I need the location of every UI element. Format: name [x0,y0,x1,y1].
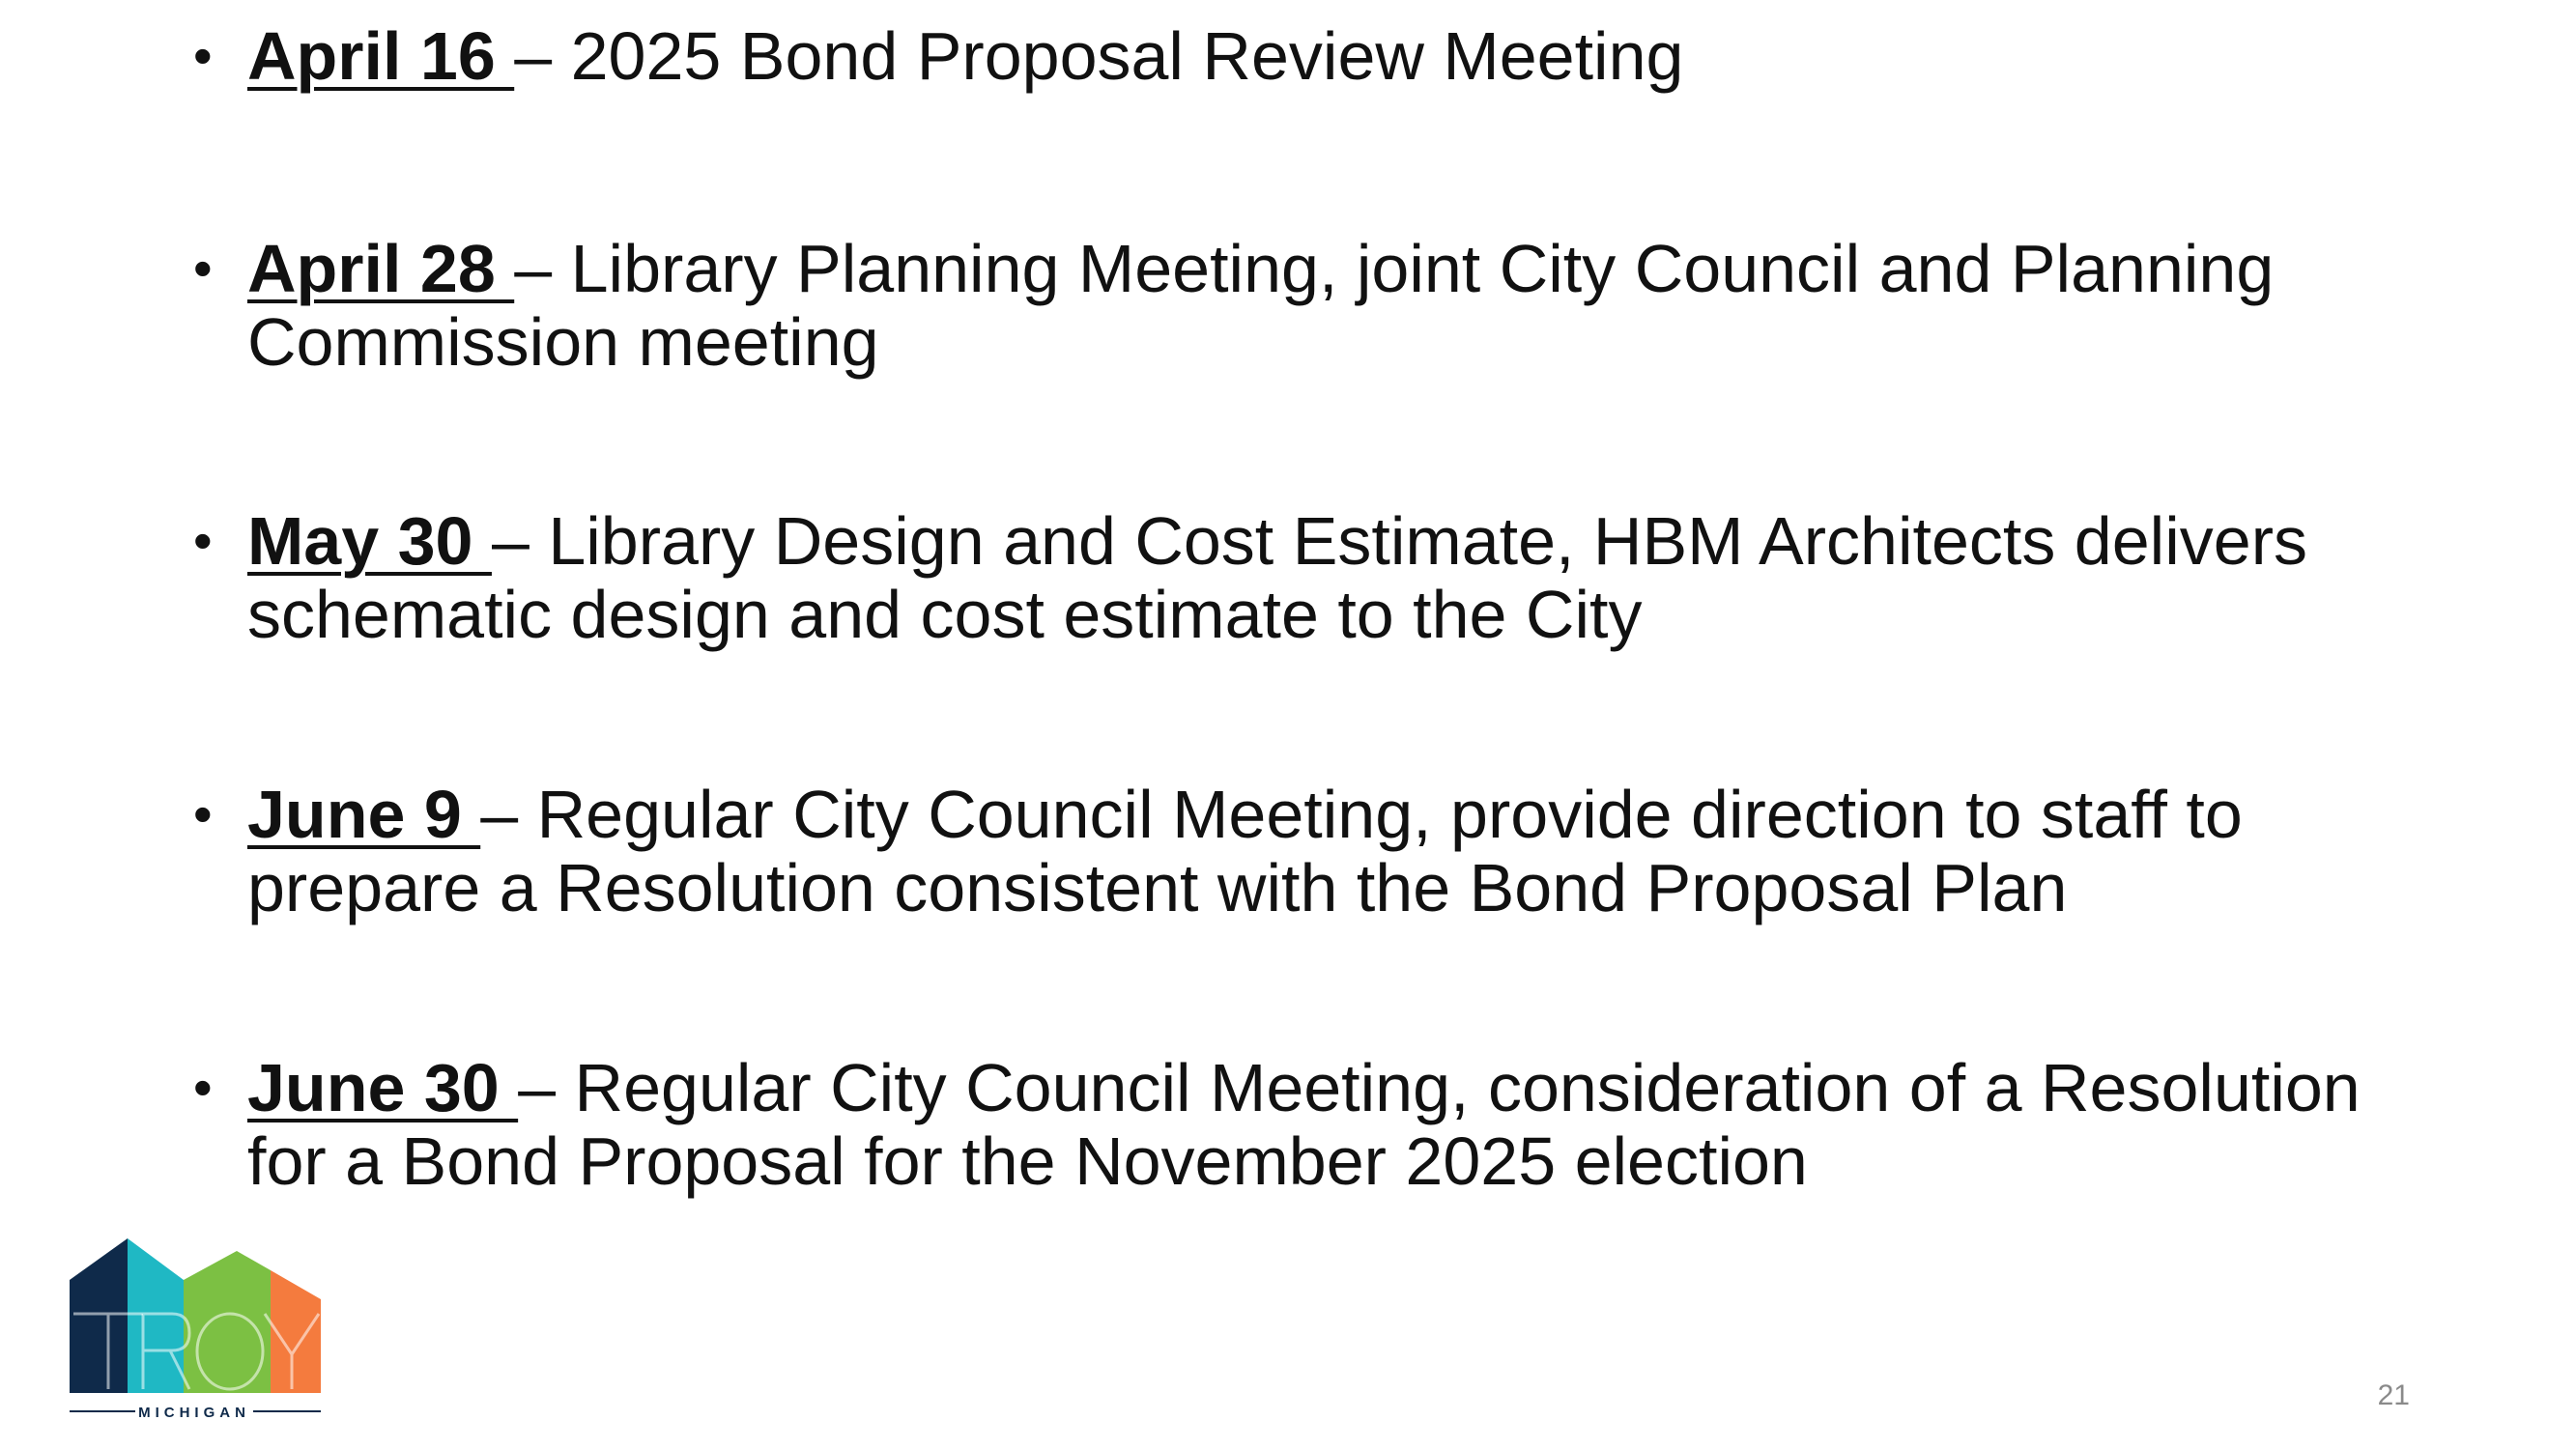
item-description: 2025 Bond Proposal Review Meeting [570,18,1684,94]
bullet-point: • [193,783,213,844]
item-description: Library Design and Cost Estimate, HBM Architects delivers schematic design and cost estimate to the City [247,503,2308,652]
item-date: April 16 [247,18,515,94]
timeline-item [193,1051,2416,1198]
logo-subtitle: MICHIGAN [138,1405,250,1420]
timeline-item [193,232,2416,379]
troy-logo [68,1236,329,1420]
bullet-point: • [193,238,213,298]
page-number: 21 [2377,1379,2410,1411]
item-date: April 28 [247,231,515,306]
timeline-item [193,778,2416,924]
logo-house-teal [128,1238,184,1393]
item-separator: – [491,503,549,579]
item-separator: – [480,777,537,852]
timeline-item [193,504,2416,651]
item-date: May 30 [247,503,492,579]
item-separator: – [514,18,571,94]
item-date: June 9 [247,777,481,852]
bullet-point: • [193,25,213,86]
item-description: Library Planning Meeting, joint City Council and Planning Commission meeting [247,231,2275,380]
item-separator: – [518,1050,575,1125]
item-description: Regular City Council Meeting, consideration of a Resolution for a Bond Proposal for the November 2025 election [247,1050,2361,1199]
timeline-item [193,19,2416,93]
logo-house-navy [70,1238,128,1393]
item-description: Regular City Council Meeting, provide direction to staff to prepare a Resolution consistent with the Bond Proposal Plan [247,777,2243,925]
item-separator: – [514,231,571,306]
item-date: June 30 [247,1050,519,1125]
bullet-point: • [193,510,213,571]
bullet-point: • [193,1057,213,1118]
